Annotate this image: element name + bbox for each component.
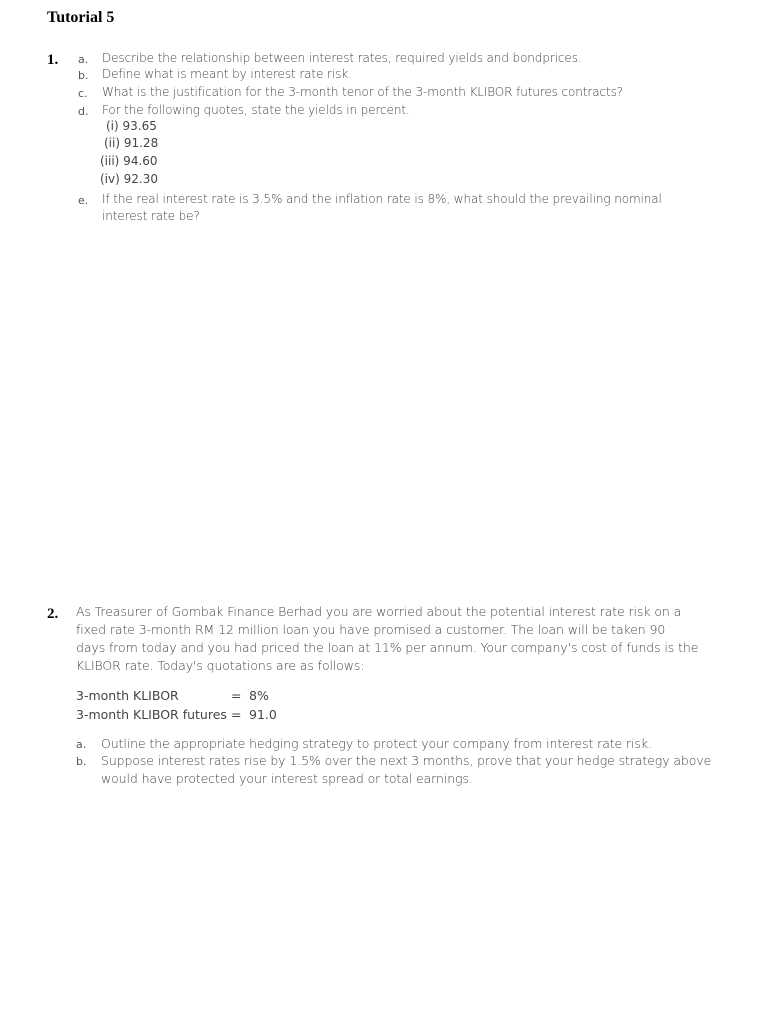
q1-part-e-line1: If the real interest rate is 3.5% and the inflation rate is 8%, what should the prevailing nominal <box>102 192 662 206</box>
q1-quote-iv: (iv) 92.30 <box>100 172 158 186</box>
q1-part-b-marker: b. <box>78 69 89 82</box>
q2-intro-line-1: As Treasurer of Gombak Finance Berhad you are worried about the potential interest rate risk on a <box>76 604 682 619</box>
question-1-number: 1. <box>47 52 59 68</box>
q1-part-a-marker: a. <box>78 53 89 66</box>
q2-quote-futures-value: 91.0 <box>249 707 277 722</box>
q2-part-b-line2: would have protected your interest spread or total earnings. <box>101 771 473 786</box>
q2-intro-line-4: KLIBOR rate. Today's quotations are as follows: <box>76 658 365 673</box>
q2-quote-klibor-eq: = <box>231 688 242 703</box>
q2-intro-line-3: days from today and you had priced the loan at 11% per annum. Your company's cost of funds is the <box>76 640 699 655</box>
q1-quote-iii: (iii) 94.60 <box>100 154 158 168</box>
q2-quote-klibor-value: 8% <box>249 688 269 703</box>
q1-part-c-marker: c. <box>78 87 88 100</box>
q2-part-a-text: Outline the appropriate hedging strategy to protect your company from interest rate risk. <box>101 736 652 751</box>
q1-part-e-line2: interest rate be? <box>102 209 200 223</box>
q1-part-e-marker: e. <box>78 194 89 207</box>
q2-part-b-line1: Suppose interest rates rise by 1.5% over the next 3 months, prove that your hedge strategy above <box>101 753 712 768</box>
q2-intro-line-2: fixed rate 3-month RM 12 million loan you have promised a customer. The loan will be taken 90 <box>76 622 666 637</box>
q1-part-d-text: For the following quotes, state the yields in percent. <box>102 103 410 117</box>
q1-part-a-text: Describe the relationship between interest rates, required yields and bondprices. <box>102 51 582 65</box>
q2-quote-klibor-label: 3-month KLIBOR <box>76 688 179 703</box>
q1-part-c-text: What is the justification for the 3-month tenor of the 3-month KLIBOR futures contracts? <box>102 85 623 99</box>
question-2-number: 2. <box>47 606 59 622</box>
q2-quote-futures-label: 3-month KLIBOR futures <box>76 707 227 722</box>
q2-part-a-marker: a. <box>76 738 87 751</box>
q2-quote-futures-eq: = <box>231 707 242 722</box>
page-title: Tutorial 5 <box>47 9 115 26</box>
q1-part-d-marker: d. <box>78 105 89 118</box>
q1-part-b-text: Define what is meant by interest rate risk. <box>102 67 352 81</box>
q1-quote-i: (i) 93.65 <box>106 119 157 133</box>
q2-part-b-marker: b. <box>76 755 87 768</box>
q1-quote-ii: (ii) 91.28 <box>104 136 159 150</box>
